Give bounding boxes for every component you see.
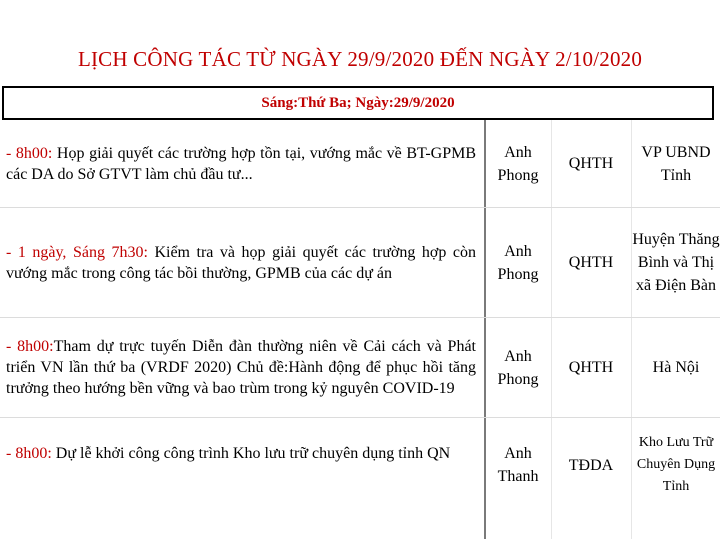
page-title: LỊCH CÔNG TÁC TỪ NGÀY 29/9/2020 ĐẾN NGÀY 2/10/2020 [77,47,643,71]
location: Huyện Thăng Bình và Thị xã Điện Bàn [632,231,720,294]
schedule-row-content [6,208,476,317]
location: VP UBND Tỉnh [641,143,711,184]
day-header: Sáng:Thứ Ba; Ngày:29/9/2020 [2,86,714,120]
schedule-table [0,83,720,539]
assignee: Anh Thanh [497,445,539,485]
assignee: Anh Phong [497,143,539,184]
event-time: - 8h00: [6,144,53,162]
department: QHTH [568,155,614,172]
assignee: Anh Phong [497,347,539,388]
event-time: - 8h00: [6,338,54,355]
department: QHTH [568,359,614,376]
event-time: - 8h00: [6,445,52,462]
event-description: Tham dự trực tuyến Diễn đàn thường niên về Cải cách và Phát triển VN lần thứ ba (VRDF 2020) Chủ đề:Hành động để phục hồi tăng trưởng theo hướng bền vững và bao trùm trong kỷ nguyên COVID-19 [6,338,476,397]
department: TĐDA [568,456,614,474]
location: Hà Nội [652,359,700,376]
schedule-row-content [6,418,476,512]
event-description: Dự lễ khởi công công trình Kho lưu trữ chuyên dụng tỉnh QN [51,445,451,462]
department: QHTH [568,254,614,271]
schedule-row-content [6,120,476,207]
event-description: Kiểm tra và họp giải quyết các trường hợp còn vướng mắc trong công tác bồi thường, GPMB của các dự án [6,243,476,282]
schedule-row-content [6,318,476,417]
assignee: Anh Phong [497,242,539,283]
location: Kho Lưu Trữ Chuyên Dụng Tỉnh [636,435,716,494]
column-divider [484,120,486,539]
event-description: Họp giải quyết các trường hợp tồn tại, vướng mắc về BT-GPMB các DA do Sở GTVT làm chủ đầu tư... [6,144,476,183]
event-time: - 1 ngày, Sáng 7h30: [6,243,148,261]
